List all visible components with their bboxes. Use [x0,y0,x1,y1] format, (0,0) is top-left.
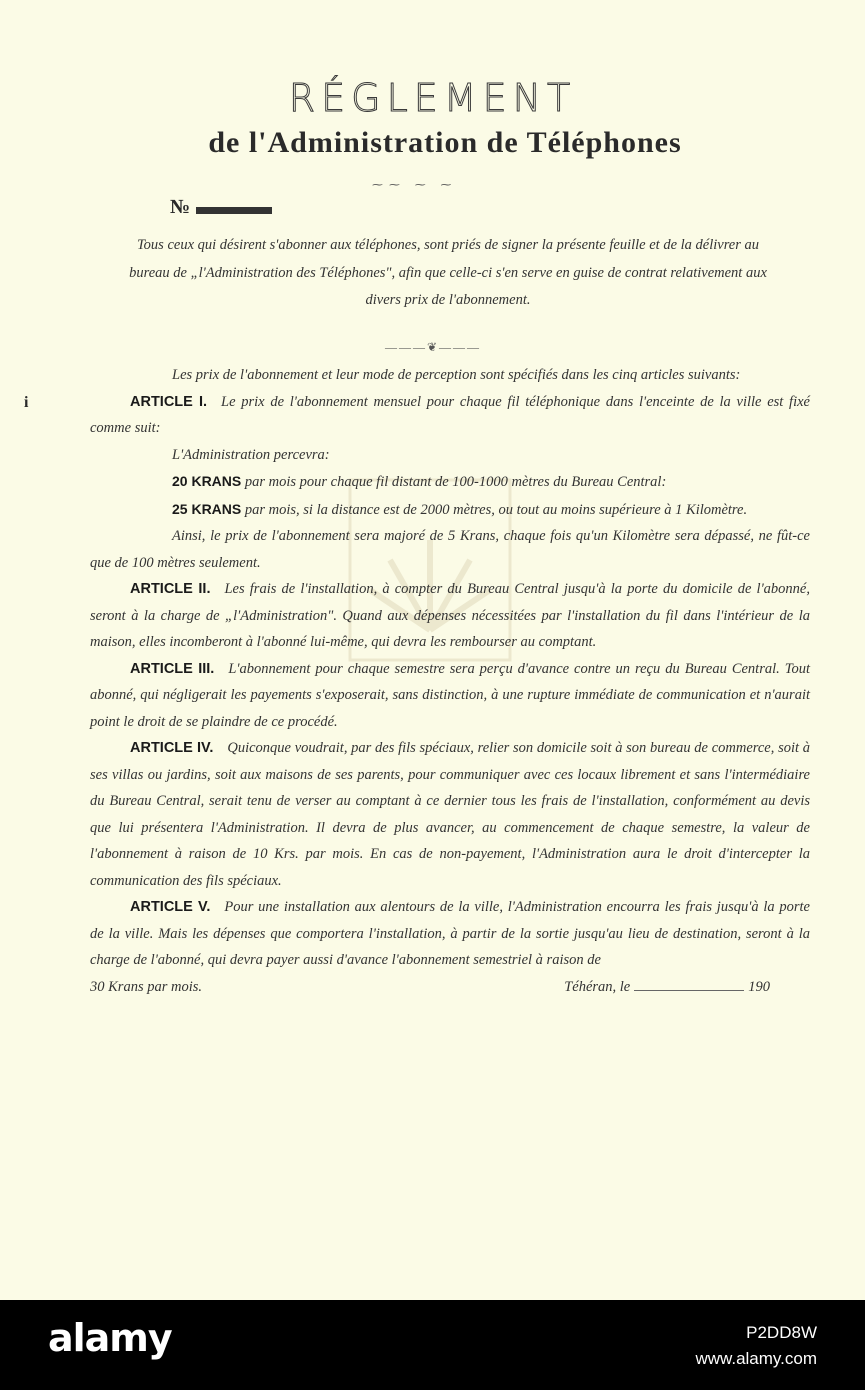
year-label: 190 [748,978,770,995]
ornament-divider: ⁓⁓ ⁓ ⁓ [372,179,458,191]
rate-1-text: par mois pour chaque fil distant de 100-1000 mètres du Bureau Central: [244,474,667,490]
article-2 [90,576,810,656]
article-1 [90,389,810,442]
article-3-text: L'abonnement pour chaque semestre sera perçu d'avance contre un reçu du Bureau Central. Tout abonné, qui négligerait les payements s'exposerait, sans distinction, à une rupture immédiate de communication et n'aurait point le droit de se plaindre de ce procédé. [90,660,810,730]
article-4-label: ARTICLE IV. [130,740,214,756]
article-5-label: ARTICLE V. [130,899,211,915]
image-id: P2DD8W [746,1323,817,1342]
preamble: Les prix de l'abonnement et leur mode de perception sont spécifiés dans les cinq articles suivants: [172,367,741,383]
intro-paragraph: Tous ceux qui désirent s'abonner aux téléphones, sont priés de signer la présente feuille et de la délivrer au bureau de „l'Administration des Téléphones", afin que celle-ci s'en serve en guise de contrat relativement aux divers prix de l'abonnement. [129,237,767,308]
article-3-label: ARTICLE III. [130,660,215,677]
section-divider: ———❦——— [385,340,482,354]
document-subtitle: de l'Administration de Téléphones [208,126,682,159]
place-label: Téhéran, le [564,978,631,995]
article-2-label: ARTICLE II. [130,581,211,597]
article-1-admin: L'Administration percevra: [172,446,330,463]
article-2-text: Les frais de l'installation, à compter du Bureau Central jusqu'à la porte du domicile de l'abonné, seront à la charge de „l'Administration". Quand aux dépenses nécessitées par l'installation du fil dans l'intérieur de la maison, elles incomberont à l'abonné lui-même, qui devra les rembourser au comptant. [90,581,810,650]
article-1-rate-2 [90,496,810,524]
article-4 [90,735,810,894]
article-5 [90,894,810,974]
articles-body [90,362,810,1000]
margin-mark: i [24,394,29,411]
signature-row [90,974,810,1001]
date-blank [634,974,744,991]
stock-logo: alamy [48,1316,172,1360]
article-1-label: ARTICLE I. [130,393,208,410]
article-1-text: Le prix de l'abonnement mensuel pour chaque fil téléphonique dans l'enceinte de la ville est fixé comme suit: [90,393,810,436]
rate-2-text: par mois, si la distance est de 2000 mètres, ou tout au moins supérieure à 1 Kilomètre. [244,501,748,518]
rate-1-amount: 20 KRANS [172,473,242,489]
article-4-text: Quiconque voudrait, par des fils spéciaux, relier son domicile soit à son bureau de commerce, soit à ses villas ou jardins, soit aux maisons de ses parents, pour communiquer avec ces locaux librement et sans l'intermédiaire du Bureau Central, serait tenu de verser au comptant à ce dernier tous les frais de l'installation, conformément au devis que lui présentera l'Administration. Il devra de plus avancer, au commencement de chaque semestre, la valeur de l'abonnement à raison de 10 Krs. par mois. En cas de non-payement, l'Administration aura le droit d'intercepter la communication des fils spéciaux. [90,740,810,889]
rate-2-amount: 25 KRANS [172,500,242,517]
article-3 [90,656,810,736]
number-label: № [170,196,191,218]
document-title: RÉGLEMENT [288,76,577,120]
article-5-text: Pour une installation aux alentours de la ville, l'Administration encourra les frais jusqu'à la porte de la ville. Mais les dépenses que comportera l'installation, à partir de la sortie jusqu'au lieu de destination, seront à la charge de l'abonné, qui devra payer aussi d'avance l'abonnement semestriel à raison de [90,899,810,968]
closing-line: 30 Krans par mois. [90,978,202,995]
place-date [564,974,770,1001]
redacted-number [196,207,272,214]
article-1-extra: Ainsi, le prix de l'abonnement sera majoré de 5 Krans, chaque fois qu'un Kilomètre sera dépassé, ne fût-ce que de 100 mètres seulement. [90,528,810,571]
stock-url: www.alamy.com [695,1349,817,1368]
article-1-rate-1 [90,468,810,496]
